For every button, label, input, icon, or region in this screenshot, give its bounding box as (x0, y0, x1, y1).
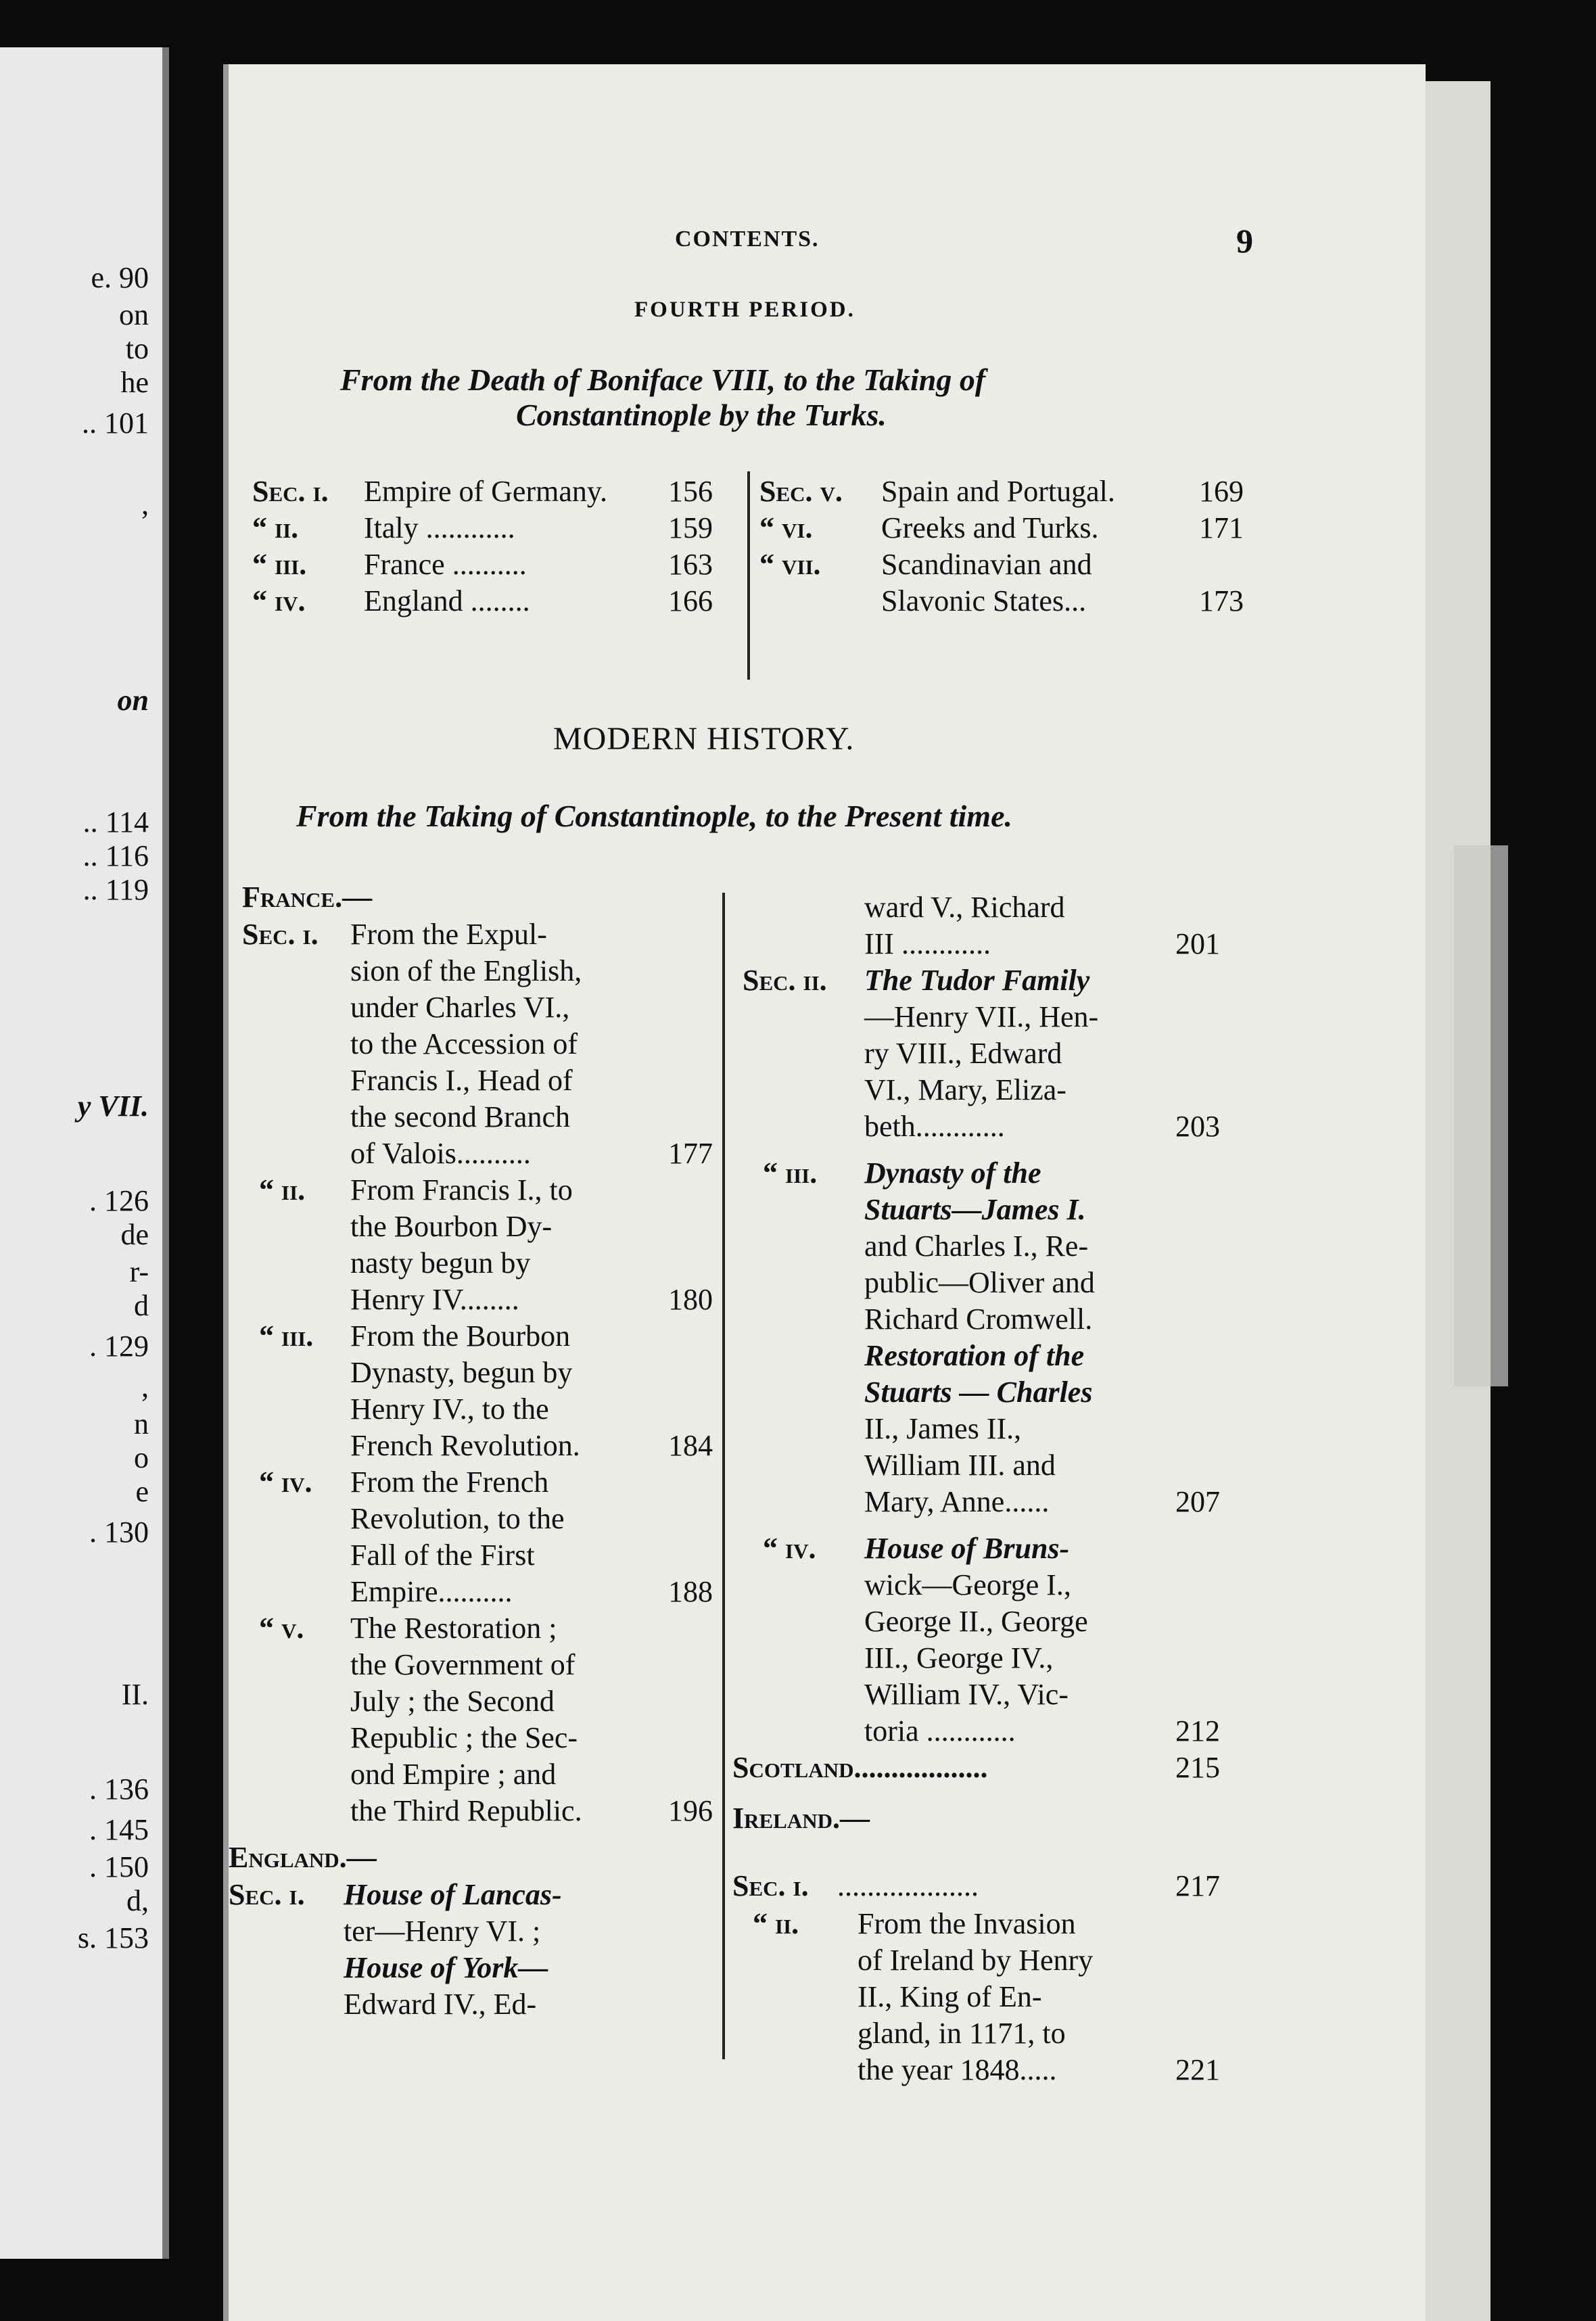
toc-page-number: 156 (668, 475, 713, 508)
toc-page-number: 166 (668, 584, 713, 617)
toc-entry-line: the Bourbon Dy- (350, 1210, 553, 1243)
toc-entry-line: of Ireland by Henry (858, 1944, 1094, 1977)
toc-section-number: Sec. ii. (743, 964, 827, 997)
toc-page-number: 203 (1175, 1110, 1220, 1143)
toc-entry-line: Francis I., Head of (350, 1064, 573, 1097)
previous-page-fragment: to (125, 332, 149, 365)
ireland-heading: Ireland.— (732, 1802, 870, 1835)
previous-page-fragment: . 129 (89, 1330, 149, 1363)
toc-entry-line: Richard Cromwell. (864, 1303, 1093, 1336)
previous-page-fragment: . 126 (89, 1184, 149, 1217)
toc-entry-line: Restoration of the (864, 1339, 1085, 1372)
previous-page-fragment: II. (121, 1678, 149, 1711)
toc-page-number: 184 (668, 1429, 713, 1462)
toc-section-number: “ iv. (252, 584, 306, 617)
toc-entry-line: the second Branch (350, 1100, 570, 1133)
toc-entry-line: Edward IV., Ed- (344, 1988, 537, 2021)
toc-page-number: 173 (1199, 584, 1244, 617)
toc-page-number: 180 (668, 1283, 713, 1316)
toc-entry-line: the Third Republic. (350, 1794, 582, 1827)
toc-entry-line: public—Oliver and (864, 1266, 1095, 1299)
toc-entry-line: and Charles I., Re- (864, 1229, 1089, 1263)
modern-history-heading: MODERN HISTORY. (553, 721, 855, 757)
toc-entry-title: England ........ (364, 584, 530, 617)
toc-entry-line: of Valois.......... (350, 1137, 531, 1170)
toc-entry-line: gland, in 1171, to (858, 2017, 1066, 2050)
toc-entry-title: Scotland.................. (732, 1751, 988, 1784)
previous-page-fragment: o (134, 1441, 149, 1474)
toc-page-number: 212 (1175, 1714, 1220, 1748)
library-stamp (1454, 845, 1508, 1386)
toc-entry-line: the Government of (350, 1648, 576, 1681)
fourth-period-subtitle-2: Constantinople by the Turks. (516, 398, 887, 432)
toc-entry-title: France .......... (364, 548, 527, 581)
toc-entry-line: III., George IV., (864, 1641, 1054, 1674)
toc-entry-line: House of York— (344, 1951, 548, 1984)
toc-page-number: 163 (668, 548, 713, 581)
toc-section-number: Sec. i. (252, 475, 329, 508)
toc-entry-line: William IV., Vic- (864, 1678, 1069, 1711)
toc-page-number: 217 (1175, 1869, 1220, 1902)
previous-page-fragment: de (120, 1218, 149, 1251)
toc-entry-title: Scandinavian and (881, 548, 1092, 581)
previous-page-fragment: d (134, 1289, 149, 1322)
toc-section-number: “ iii. (252, 548, 307, 581)
toc-section-number: “ iv. (259, 1466, 312, 1499)
toc-entry-line: sion of the English, (350, 954, 582, 987)
contents-page (223, 64, 1426, 2321)
toc-section-number: Sec. v. (759, 475, 843, 508)
toc-section-number: Sec. i. (242, 918, 319, 951)
previous-page-fragment: e (135, 1475, 149, 1508)
toc-entry-line: The Tudor Family (864, 964, 1090, 997)
toc-entry-line: Henry IV., to the (350, 1392, 549, 1426)
france-heading: France.— (242, 881, 373, 914)
running-head: CONTENTS. (675, 227, 820, 252)
toc-entry-title: Greeks and Turks. (881, 511, 1099, 544)
toc-page-number: 207 (1175, 1485, 1220, 1518)
toc-entry-line: nasty begun by (350, 1246, 531, 1280)
previous-page-fragment: .. 119 (83, 873, 149, 906)
previous-page-fragment: . 150 (89, 1850, 149, 1883)
column-divider-main (722, 893, 725, 2059)
toc-entry-line: House of Lancas- (344, 1878, 562, 1911)
toc-section-number: “ vii. (759, 548, 821, 581)
toc-entry-line: Dynasty, begun by (350, 1356, 573, 1389)
previous-page-fragment: , (141, 488, 149, 521)
previous-page-fragment: he (120, 366, 149, 399)
toc-page-number: 221 (1175, 2053, 1220, 2086)
previous-page-fragment: n (134, 1407, 149, 1440)
toc-entry-line: II., King of En- (858, 1980, 1042, 2013)
previous-page-fragment: .. 116 (83, 839, 149, 872)
toc-entry-line: ter—Henry VI. ; (344, 1915, 541, 1948)
toc-entry-line: William III. and (864, 1449, 1056, 1482)
toc-section-number: Sec. i. (229, 1878, 305, 1911)
previous-page-fragment: s. 153 (77, 1921, 149, 1954)
toc-entry-line: The Restoration ; (350, 1612, 557, 1645)
toc-entry-line: July ; the Second (350, 1685, 555, 1718)
toc-entry-line: Dynasty of the (864, 1156, 1041, 1190)
toc-entry-line: the year 1848..... (858, 2053, 1057, 2086)
previous-page-fragment: r- (129, 1255, 149, 1288)
toc-entry-title: Spain and Portugal. (881, 475, 1115, 508)
toc-entry-line: Republic ; the Sec- (350, 1721, 578, 1754)
toc-section-number: “ v. (259, 1612, 304, 1645)
england-heading: England.— (229, 1841, 377, 1874)
column-divider (747, 471, 750, 680)
toc-entry-line: From the Invasion (858, 1907, 1076, 1940)
previous-page-fragment: e. 90 (91, 261, 149, 294)
toc-entry-line: beth............ (864, 1110, 1005, 1143)
toc-entry-line: to the Accession of (350, 1027, 578, 1060)
page-number: 9 (1236, 222, 1253, 260)
previous-page-fragment: d, (126, 1884, 149, 1917)
modern-history-subtitle: From the Taking of Constantinople, to the Present time. (296, 799, 1012, 833)
toc-entry-line: ry VIII., Edward (864, 1037, 1062, 1070)
toc-entry-title: Empire of Germany. (364, 475, 608, 508)
toc-page-number: 188 (668, 1575, 713, 1608)
toc-entry-line: toria ............ (864, 1714, 1016, 1748)
toc-page-number: 196 (668, 1794, 713, 1827)
previous-page-fragment: . 145 (89, 1813, 149, 1846)
toc-section-number: “ ii. (252, 511, 299, 544)
previous-page-fragment: . 130 (89, 1516, 149, 1549)
previous-page-fragment: , (141, 1370, 149, 1403)
toc-section-number: “ iii. (763, 1156, 818, 1190)
toc-entry-line: Revolution, to the (350, 1502, 565, 1535)
toc-entry-line: From the Expul- (350, 918, 547, 951)
toc-entry-line: ward V., Richard (864, 891, 1065, 924)
toc-entry-line: Empire.......... (350, 1575, 513, 1608)
toc-section-number: Sec. i. (732, 1869, 809, 1902)
toc-section-number: “ vi. (759, 511, 813, 544)
toc-entry-line: Stuarts—James I. (864, 1193, 1086, 1226)
toc-entry-line: wick—George I., (864, 1568, 1071, 1601)
toc-entry-title: Italy ............ (364, 511, 515, 544)
toc-section-number: “ ii. (753, 1907, 799, 1940)
toc-section-number: “ iii. (259, 1319, 314, 1353)
toc-page-number: 177 (668, 1137, 713, 1170)
toc-page-number: 215 (1175, 1751, 1220, 1784)
toc-entry-line: VI., Mary, Eliza- (864, 1073, 1066, 1106)
toc-page-number: 159 (668, 511, 713, 544)
toc-entry-line: —Henry VII., Hen- (864, 1000, 1099, 1033)
toc-entry-line: From the French (350, 1466, 549, 1499)
previous-page-fragment: on (119, 298, 149, 331)
previous-page-fragment: on (117, 684, 149, 717)
fourth-period-heading: FOURTH PERIOD. (634, 298, 855, 322)
toc-page-number: 201 (1175, 927, 1220, 960)
toc-entry-line: ond Empire ; and (350, 1758, 557, 1791)
toc-entry-line: Henry IV........ (350, 1283, 519, 1316)
previous-page-fragment: .. 114 (83, 805, 149, 839)
previous-page (0, 47, 169, 2259)
toc-entry-line: II., James II., (864, 1412, 1022, 1445)
previous-page-fragment: . 136 (89, 1773, 149, 1806)
toc-entry-line: From Francis I., to (350, 1173, 573, 1206)
toc-page-number: 171 (1199, 511, 1244, 544)
toc-entry-line: House of Bruns- (864, 1532, 1070, 1565)
toc-entry-line: Stuarts — Charles (864, 1376, 1093, 1409)
previous-page-fragment: y VII. (77, 1089, 149, 1123)
toc-section-number: “ ii. (259, 1173, 306, 1206)
toc-entry-title: ................... (837, 1869, 979, 1902)
toc-section-number: “ iv. (763, 1532, 816, 1565)
toc-entry-title: Slavonic States... (881, 584, 1087, 617)
toc-entry-line: Fall of the First (350, 1539, 535, 1572)
toc-entry-line: III ............ (864, 927, 991, 960)
fourth-period-subtitle-1: From the Death of Boniface VIII, to the Taking of (340, 362, 986, 397)
toc-entry-line: Mary, Anne...... (864, 1485, 1050, 1518)
toc-entry-line: From the Bourbon (350, 1319, 571, 1353)
toc-page-number: 169 (1199, 475, 1244, 508)
toc-entry-line: French Revolution. (350, 1429, 580, 1462)
previous-page-fragment: .. 101 (82, 406, 149, 440)
toc-entry-line: under Charles VI., (350, 991, 570, 1024)
toc-entry-line: George II., George (864, 1605, 1088, 1638)
